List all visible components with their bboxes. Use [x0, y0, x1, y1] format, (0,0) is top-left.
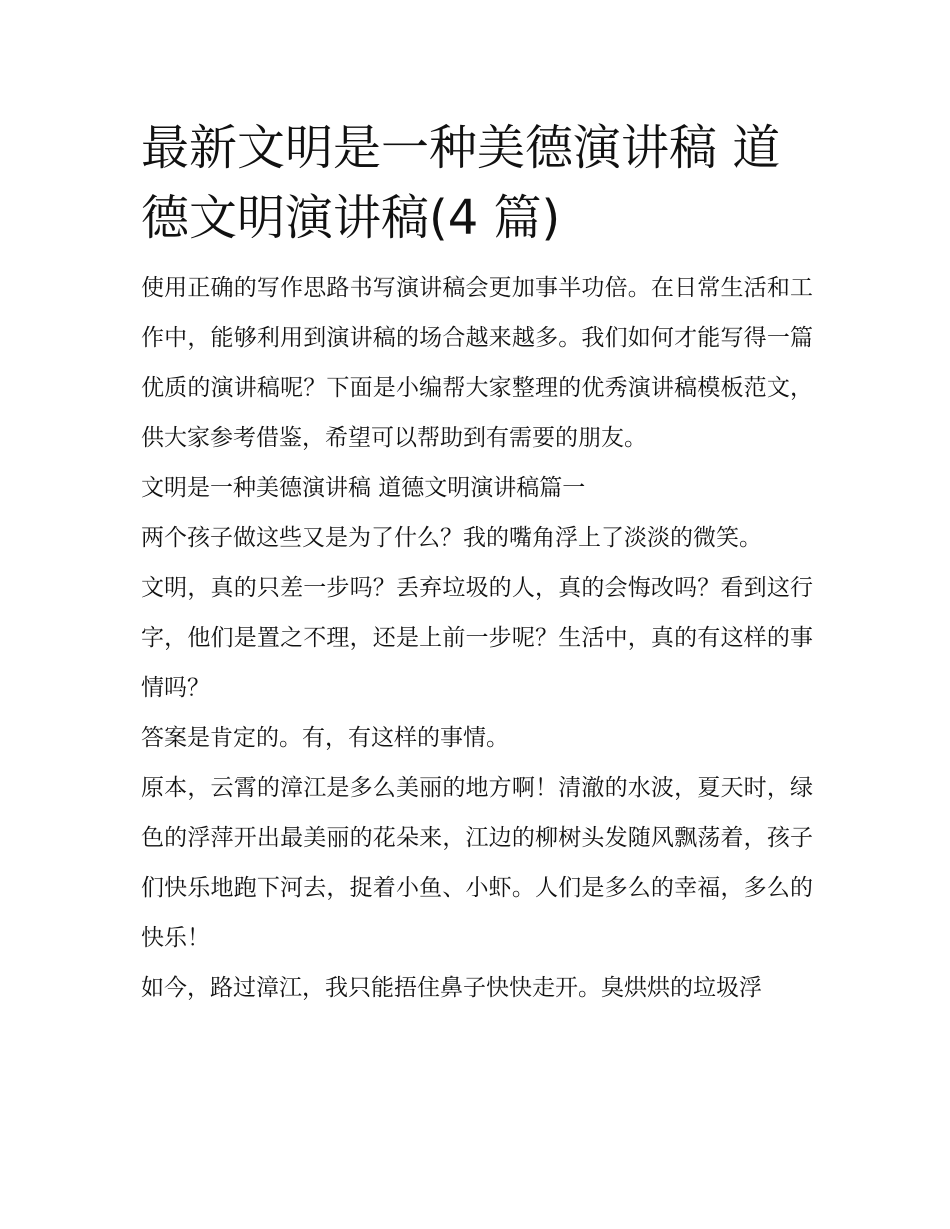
body-paragraph-2: 文明，真的只差一步吗？丢弃垃圾的人，真的会悔改吗？看到这行字，他们是置之不理，还是上前一步呢？生活中，真的有这样的事情吗？ [141, 575, 813, 701]
body-paragraph-4: 原本，云霄的漳江是多么美丽的地方啊！清澈的水波，夏天时，绿色的浮萍开出最美丽的花朵来，江边的柳树头发随风飘荡着，孩子们快乐地跑下河去，捉着小鱼、小虾。人们是多么的幸福，多么的快乐！ [141, 775, 813, 951]
body-paragraph-3: 答案是肯定的。有，有这样的事情。 [141, 725, 509, 751]
section-heading: 文明是一种美德演讲稿 道德文明演讲稿篇一 [141, 475, 586, 501]
body-paragraph-1: 两个孩子做这些又是为了什么？我的嘴角浮上了淡淡的微笑。 [141, 525, 762, 551]
document-title: 最新文明是一种美德演讲稿 道德文明演讲稿(4 篇) [141, 120, 781, 246]
intro-paragraph: 使用正确的写作思路书写演讲稿会更加事半功倍。在日常生活和工作中，能够利用到演讲稿的场合越来越多。我们如何才能写得一篇优质的演讲稿呢？下面是小编帮大家整理的优秀演讲稿模板范文，供大家参考借鉴，希望可以帮助到有需要的朋友。 [141, 275, 813, 451]
body-paragraph-5: 如今，路过漳江，我只能捂住鼻子快快走开。臭烘烘的垃圾浮 [141, 975, 762, 1001]
document-page [141, 113, 813, 1013]
title-block [141, 113, 813, 253]
